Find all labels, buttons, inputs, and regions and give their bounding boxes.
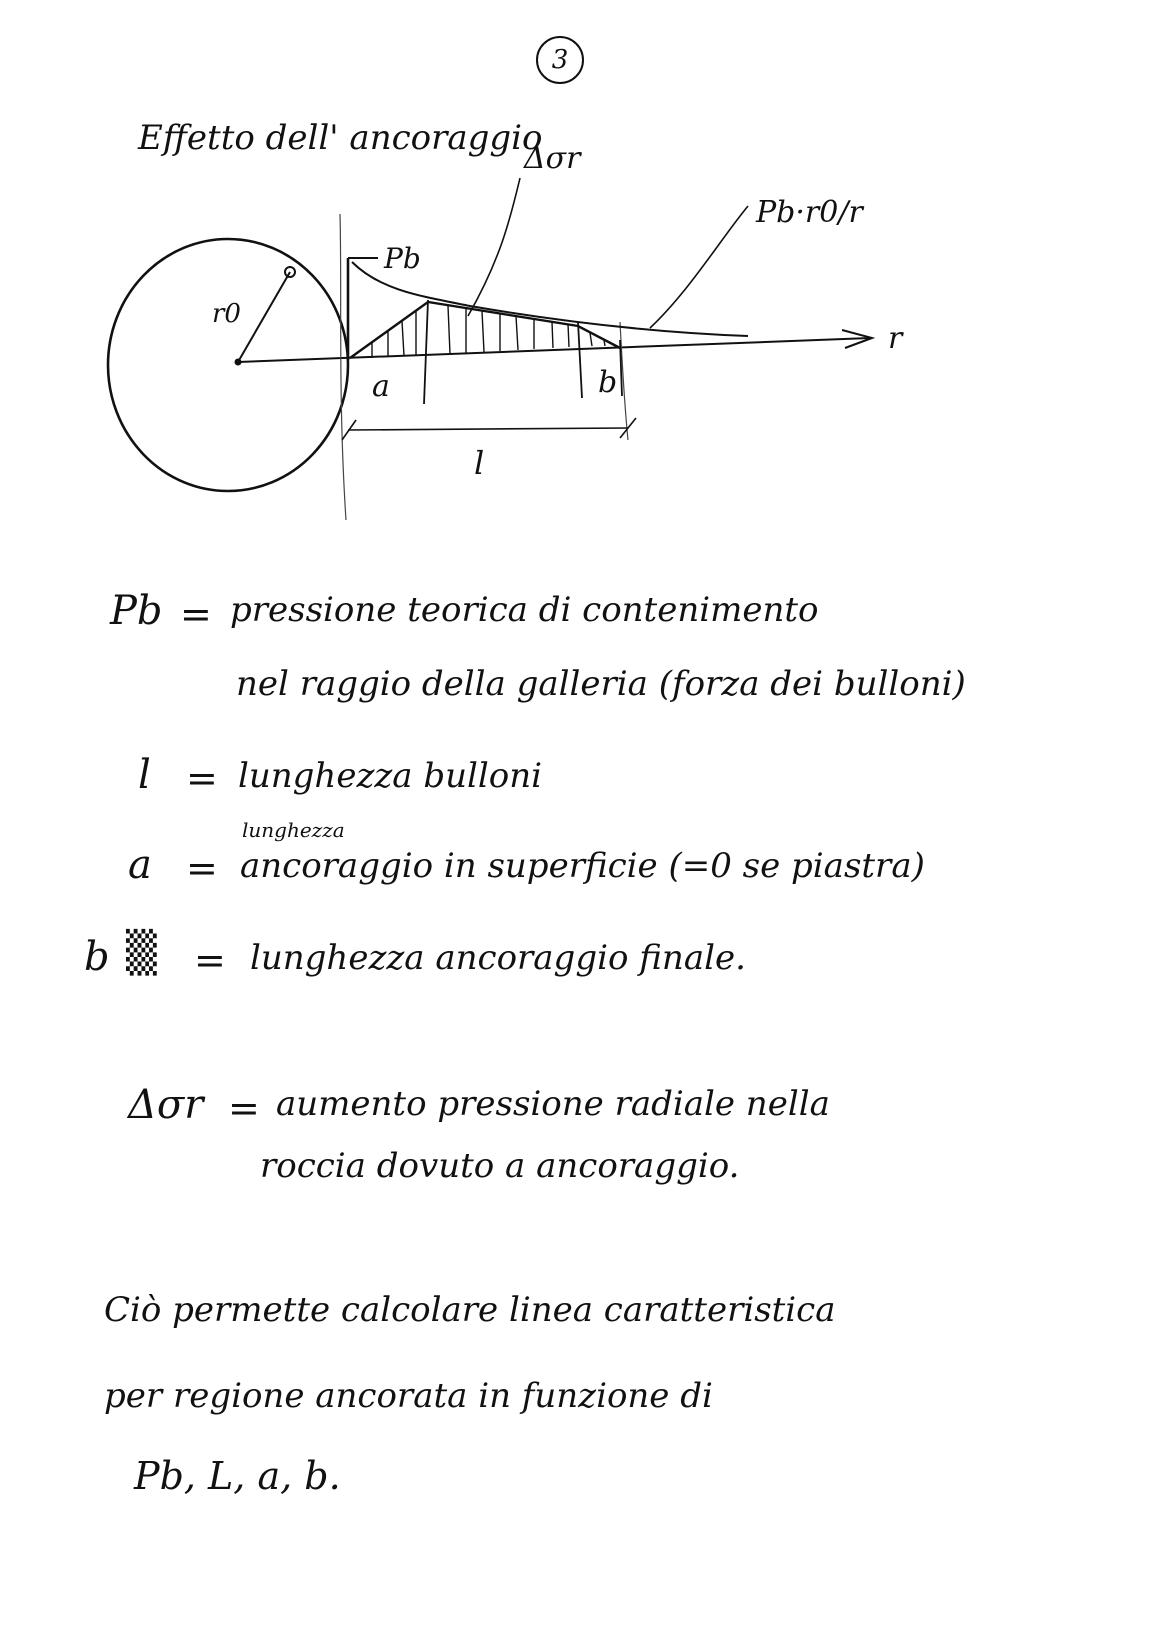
a-label: a	[372, 369, 390, 404]
page-number: 3	[536, 36, 584, 84]
conclusion-line-2: per regione ancorata in funzione di	[104, 1376, 713, 1416]
def-a-text-above: lunghezza	[242, 818, 345, 842]
def-l-equals: =	[186, 756, 218, 800]
def-l-symbol: l	[138, 752, 151, 798]
delta-sigma-label: Δσr	[524, 141, 581, 176]
tunnel-circle	[108, 239, 348, 491]
def-b-equals: =	[194, 938, 226, 982]
r0-label: r0	[212, 299, 241, 329]
def-b-symbol: b	[84, 934, 110, 980]
b-separator	[578, 322, 582, 398]
radius-line	[238, 272, 290, 362]
def-pb-equals: =	[180, 592, 212, 636]
struck-letter: ▒	[126, 930, 157, 976]
def-delta-sigma-symbol: Δσr	[128, 1082, 204, 1128]
conclusion-line-3: Pb, L, a, b.	[134, 1454, 341, 1498]
def-delta-sigma-equals: =	[228, 1086, 260, 1130]
l-label: l	[474, 444, 485, 482]
def-a-equals: =	[186, 846, 218, 890]
conclusion-line-1: Ciò permette calcolare linea caratteristica	[104, 1290, 836, 1330]
leader-delta-sigma	[468, 178, 520, 316]
b-label: b	[598, 365, 618, 400]
def-l-text: lunghezza bulloni	[238, 756, 543, 796]
def-pb-text-1: pressione teorica di contenimento	[230, 590, 819, 630]
def-pb-text-2: nel raggio della galleria (forza dei bulloni)	[236, 664, 966, 704]
r-label: r	[888, 321, 903, 356]
length-dimension-line	[348, 428, 628, 430]
page-title: Effetto dell' ancoraggio	[138, 118, 543, 158]
a-separator	[424, 300, 428, 404]
def-pb-symbol: Pb	[110, 588, 163, 634]
r-axis	[238, 338, 870, 362]
def-delta-sigma-text-2: roccia dovuto a ancoraggio.	[260, 1146, 740, 1186]
leader-pb-formula	[650, 206, 748, 328]
def-b-text: lunghezza ancoraggio finale.	[250, 938, 746, 978]
anchorage-diagram	[0, 0, 1156, 540]
guide-line-wall	[340, 214, 346, 520]
pb-formula-label: Pb·r0/r	[756, 195, 863, 230]
def-a-symbol: a	[128, 842, 152, 888]
pb-label: Pb	[384, 242, 421, 275]
def-delta-sigma-text-1: aumento pressione radiale nella	[276, 1084, 830, 1124]
def-a-text: ancoraggio in superficie (=0 se piastra)	[240, 846, 925, 886]
